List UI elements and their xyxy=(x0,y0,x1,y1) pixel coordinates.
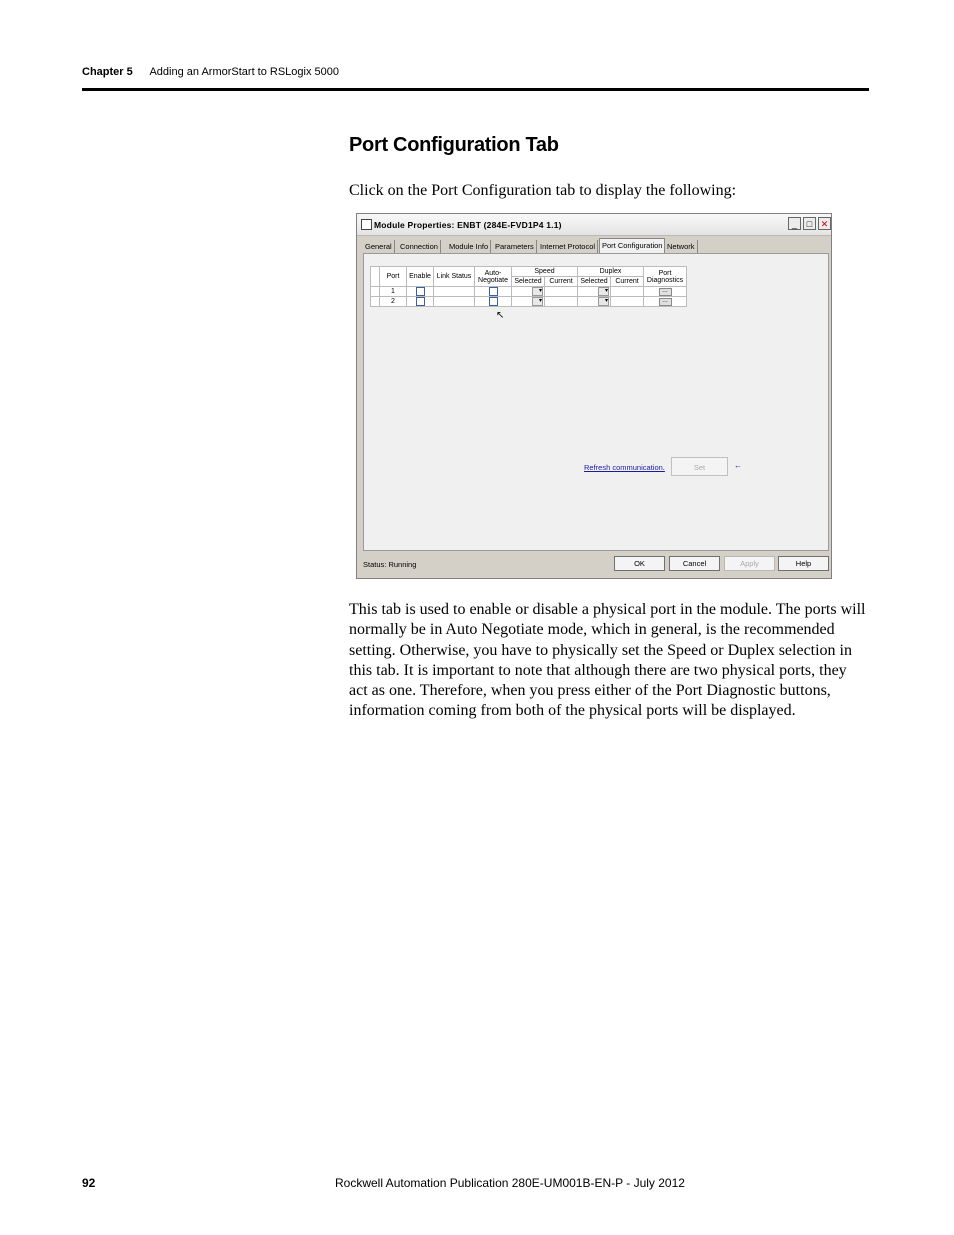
refresh-communication-link[interactable]: Refresh communication. xyxy=(584,463,665,472)
col-speed-current: Current xyxy=(545,277,578,287)
enable-checkbox[interactable] xyxy=(416,287,425,296)
ok-button[interactable]: OK xyxy=(614,556,665,571)
body-line: setting. Otherwise, you have to physically set the Speed or Duplex selection in xyxy=(349,641,852,659)
chapter-title: Adding an ArmorStart to RSLogix 5000 xyxy=(149,66,340,78)
col-duplex: Duplex xyxy=(578,267,644,277)
module-properties-window xyxy=(356,213,832,579)
window-icon xyxy=(361,219,372,230)
body-line: This tab is used to enable or disable a physical port in the module. The ports will xyxy=(349,601,866,618)
speed-dropdown[interactable]: ▾ xyxy=(532,287,543,296)
col-speed: Speed xyxy=(512,267,578,277)
tab-port-configuration[interactable]: Port Configuration xyxy=(599,238,665,254)
body-line: act as one. Therefore, when you press either of the Port Diagnostic buttons, xyxy=(349,682,831,700)
help-button[interactable]: Help xyxy=(778,556,829,571)
col-duplex-current: Current xyxy=(611,277,644,287)
running-header xyxy=(82,66,339,78)
intro-text: Click on the Port Configuration tab to display the following: xyxy=(349,182,737,199)
port-number: 2 xyxy=(380,297,407,307)
section-title: Port Configuration Tab xyxy=(349,134,559,156)
tab-connection[interactable]: Connection xyxy=(398,240,441,253)
port-number: 1 xyxy=(380,287,407,297)
duplex-dropdown[interactable]: ▾ xyxy=(598,287,609,296)
tab-parameters[interactable]: Parameters xyxy=(493,240,537,253)
auto-label-1: Auto- xyxy=(484,269,502,277)
table-row xyxy=(371,287,687,297)
set-button[interactable]: Set xyxy=(671,457,728,476)
maximize-icon[interactable]: □ xyxy=(803,217,816,230)
col-port: Port xyxy=(380,267,407,287)
status-value: Running xyxy=(388,560,417,569)
tab-internet-protocol[interactable]: Internet Protocol xyxy=(538,240,598,253)
page-number: 92 xyxy=(82,1176,96,1190)
diag-label-2: Diagnostics xyxy=(646,276,684,284)
tab-general[interactable]: General xyxy=(363,240,395,253)
col-enable: Enable xyxy=(407,267,434,287)
status-bar xyxy=(363,556,829,572)
auto-negotiate-checkbox[interactable] xyxy=(489,287,498,296)
body-line: information coming from both of the physical ports will be displayed. xyxy=(349,702,796,720)
diag-label-1: Port xyxy=(658,269,672,277)
cancel-button[interactable]: Cancel xyxy=(669,556,720,571)
port-config-panel xyxy=(363,253,829,551)
table-row xyxy=(371,297,687,307)
port-diagnostics-button[interactable]: … xyxy=(659,298,672,306)
tab-network[interactable]: Network xyxy=(665,240,698,253)
auto-negotiate-checkbox[interactable] xyxy=(489,297,498,306)
body-line: this tab. It is important to note that although there are two physical ports, they xyxy=(349,661,847,679)
col-auto-negotiate xyxy=(475,267,512,287)
enable-checkbox[interactable] xyxy=(416,297,425,306)
speed-dropdown[interactable]: ▾ xyxy=(532,297,543,306)
auto-label-2: Negotiate xyxy=(478,276,508,284)
body-paragraph xyxy=(349,600,869,722)
port-diagnostics-button[interactable]: … xyxy=(659,288,672,296)
col-port-diagnostics xyxy=(644,267,687,287)
chapter-label: Chapter 5 xyxy=(82,66,133,78)
mouse-pointer-icon: ↖ xyxy=(496,310,505,321)
col-link-status: Link Status xyxy=(434,267,475,287)
window-title: Module Properties: ENBT (284E-FVD1P4 1.1) xyxy=(374,220,562,230)
close-icon[interactable]: ✕ xyxy=(818,217,831,230)
apply-button[interactable]: Apply xyxy=(724,556,775,571)
status-text xyxy=(363,560,416,569)
col-duplex-selected: Selected xyxy=(578,277,611,287)
col-speed-selected: Selected xyxy=(512,277,545,287)
tab-module-info[interactable]: Module Info xyxy=(447,240,491,253)
duplex-dropdown[interactable]: ▾ xyxy=(598,297,609,306)
status-label: Status: xyxy=(363,560,387,569)
title-bar xyxy=(357,214,831,236)
publication-info: Rockwell Automation Publication 280E-UM001B-EN-P - July 2012 xyxy=(335,1176,685,1190)
header-rule xyxy=(82,88,869,91)
left-arrow-icon: ← xyxy=(734,461,742,470)
port-table xyxy=(370,266,687,307)
minimize-icon[interactable]: _ xyxy=(788,217,801,230)
body-line: normally be in Auto Negotiate mode, which in general, is the recommended xyxy=(349,621,835,639)
